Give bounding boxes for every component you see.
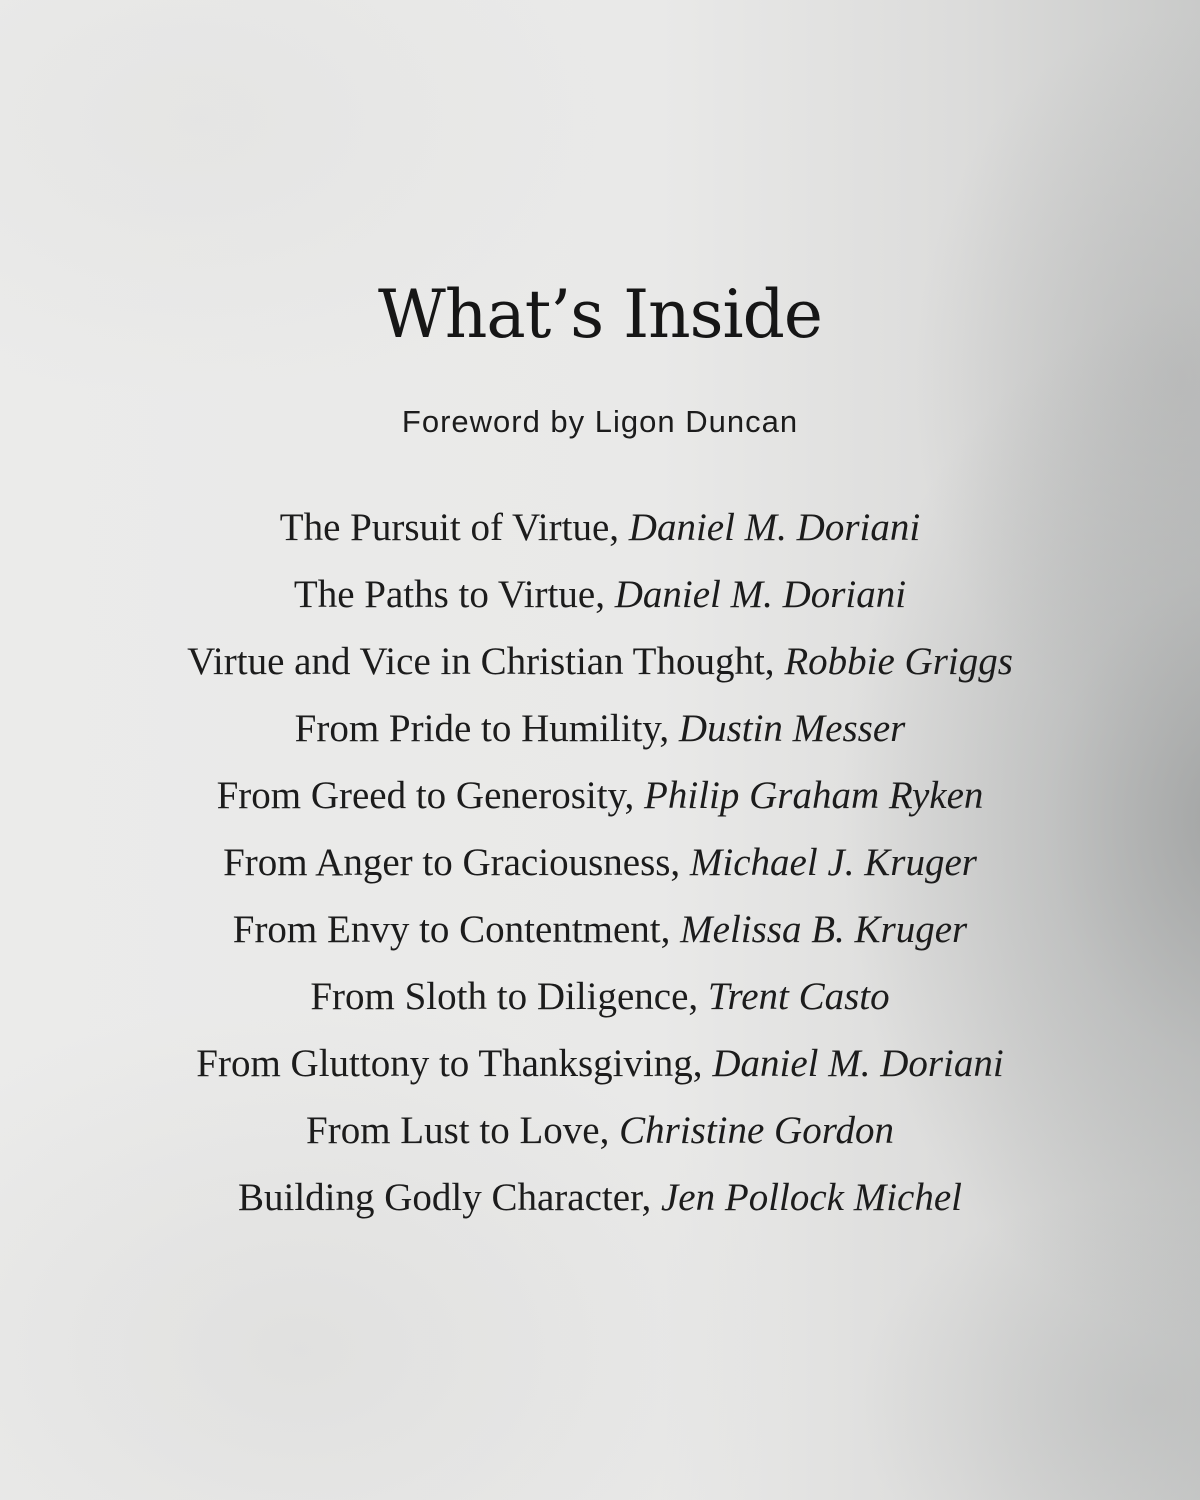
chapter-author: Trent Casto	[707, 975, 890, 1018]
page-title: What’s Inside	[378, 276, 822, 353]
chapter-title: From Gluttony to Thanksgiving,	[196, 1042, 703, 1085]
chapter-author: Melissa B. Kruger	[680, 908, 968, 951]
chapter-author: Christine Gordon	[619, 1109, 894, 1152]
contents-entry	[0, 907, 1200, 974]
chapter-title: From Greed to Generosity,	[216, 774, 635, 817]
chapter-title: The Paths to Virtue,	[293, 573, 605, 616]
chapter-author: Philip Graham Ryken	[644, 774, 984, 817]
chapter-title: From Lust to Love,	[306, 1109, 610, 1152]
contents-entry	[0, 840, 1200, 907]
contents-entry	[0, 1041, 1200, 1108]
chapter-author: Robbie Griggs	[784, 640, 1013, 683]
contents-entry	[0, 1175, 1200, 1242]
chapter-title: From Sloth to Diligence,	[310, 975, 699, 1018]
chapter-author: Jen Pollock Michel	[661, 1176, 963, 1219]
contents-entry	[0, 1108, 1200, 1175]
contents-entry	[0, 639, 1200, 706]
chapter-author: Daniel M. Doriani	[614, 573, 907, 616]
contents-entry	[0, 773, 1200, 840]
foreword-credit: Foreword by Ligon Duncan	[401, 404, 799, 439]
contents-entry	[0, 505, 1200, 572]
chapter-author: Daniel M. Doriani	[712, 1042, 1004, 1085]
chapter-title: From Anger to Graciousness,	[223, 841, 681, 884]
chapter-title: From Envy to Contentment,	[232, 908, 671, 951]
chapter-author: Michael J. Kruger	[689, 841, 977, 884]
chapter-title: From Pride to Humility,	[294, 707, 670, 750]
contents-entry	[0, 572, 1200, 639]
chapter-author: Daniel M. Doriani	[628, 506, 921, 549]
chapter-title: Virtue and Vice in Christian Thought,	[187, 640, 775, 683]
contents-entry	[0, 974, 1200, 1041]
table-of-contents	[0, 505, 1200, 1242]
chapter-title: Building Godly Character,	[237, 1176, 652, 1219]
contents-entry	[0, 706, 1200, 773]
chapter-title: The Pursuit of Virtue,	[279, 506, 620, 549]
chapter-author: Dustin Messer	[678, 707, 906, 750]
